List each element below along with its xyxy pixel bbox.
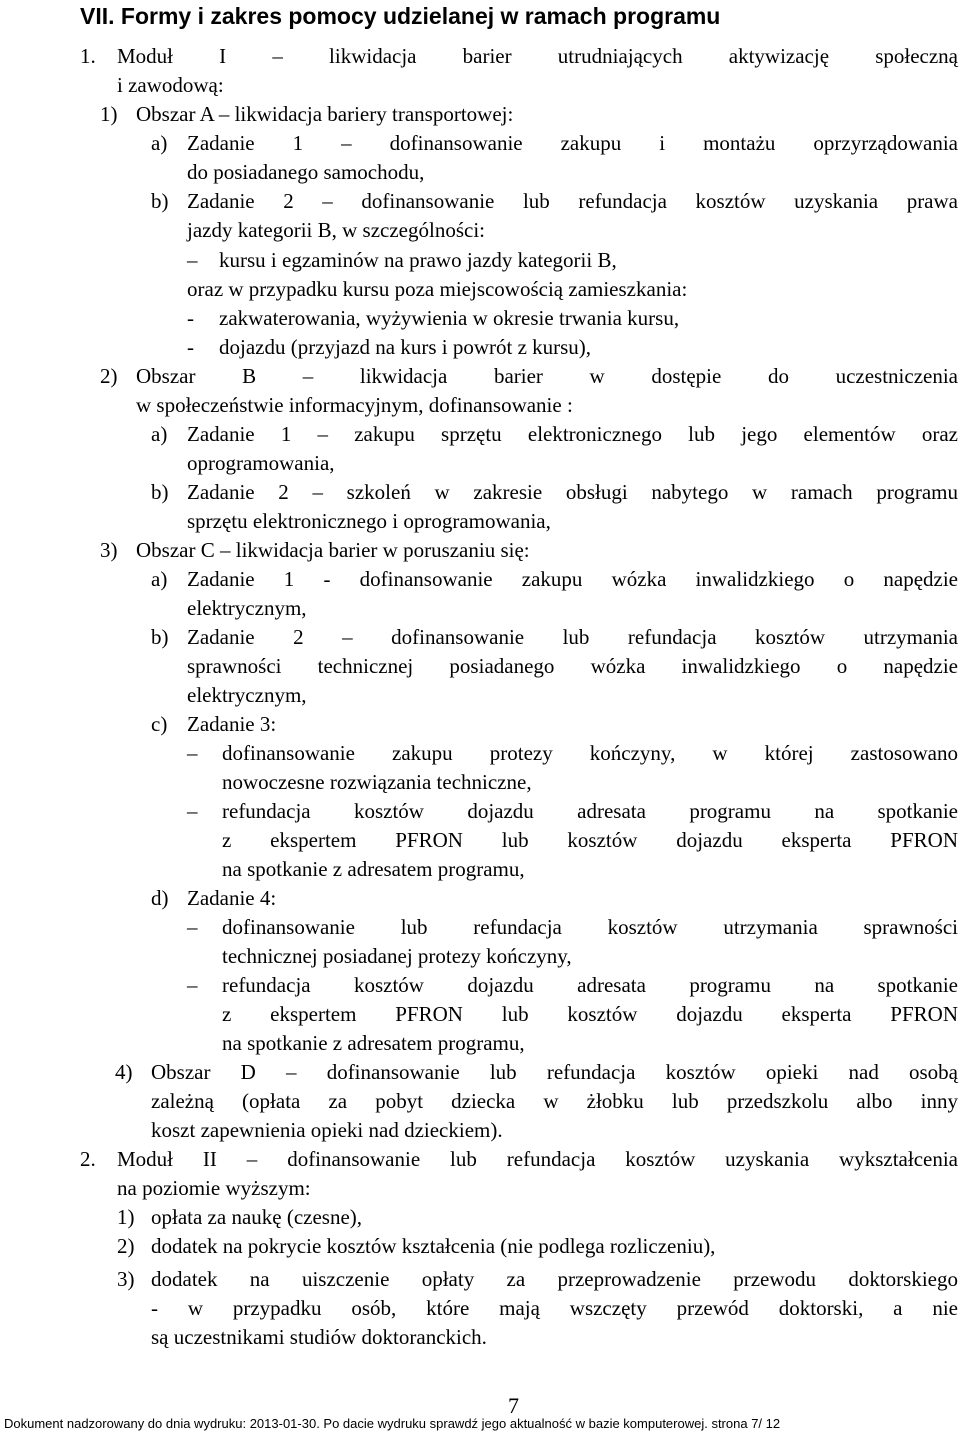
task-b2-marker: b) (151, 480, 169, 504)
item-3-text-end: są uczestnikami studiów doktoranckich. (151, 1325, 487, 1349)
module-2-title: Moduł II – dofinansowanie lub refundacja kosztów uzyskania wykształcenia (117, 1147, 958, 1171)
item-3-text-cont: - w przypadku osób, które mają wszczęty przewód doktorski, a nie (151, 1296, 958, 1320)
task-c4-bullet-1-cont: technicznej posiadanej protezy kończyny, (222, 944, 572, 968)
area-b-number: 2) (100, 364, 118, 388)
task-c3-bullet-1-cont: nowoczesne rozwiązania techniczne, (222, 770, 532, 794)
dash-bullet: – (187, 799, 198, 823)
task-a1-text: Zadanie 1 – dofinansowanie zakupu i montażu oprzyrządowania (187, 131, 958, 155)
task-b1-marker: a) (151, 422, 168, 446)
area-b-title: Obszar B – likwidacja barier w dostępie do uczestniczenia (136, 364, 958, 388)
dash-bullet: – (187, 741, 198, 765)
hyphen-bullet: - (187, 306, 194, 330)
area-c-number: 3) (100, 538, 118, 562)
area-d-title-end: koszt zapewnienia opieki nad dzieckiem). (151, 1118, 503, 1142)
task-c4-bullet-2-end: na spotkanie z adresatem programu, (222, 1031, 525, 1055)
area-a-number: 1) (100, 102, 118, 126)
module-2-number: 2. (80, 1147, 96, 1171)
sub-commute: dojazdu (przyjazd na kurs i powrót z kursu), (219, 335, 592, 359)
task-a1-marker: a) (151, 131, 168, 155)
task-a2-text: Zadanie 2 – dofinansowanie lub refundacja kosztów uzyskania prawa (187, 189, 958, 213)
item-2-number: 2) (117, 1234, 135, 1258)
item-2-text: dodatek na pokrycie kosztów kształcenia (nie podlega rozliczeniu), (151, 1234, 716, 1258)
task-c4-bullet-2: refundacja kosztów dojazdu adresata programu na spotkanie (222, 973, 958, 997)
dash-bullet: – (187, 915, 198, 939)
module-1-title-cont: i zawodową: (117, 73, 224, 97)
task-b1-text: Zadanie 1 – zakupu sprzętu elektronicznego lub jego elementów oraz (187, 422, 958, 446)
task-b2-text-cont: sprzętu elektronicznego i oprogramowania, (187, 509, 551, 533)
task-b2-text: Zadanie 2 – szkoleń w zakresie obsługi nabytego w ramach programu (187, 480, 958, 504)
item-1-number: 1) (117, 1205, 135, 1229)
task-c2-text-cont: sprawności technicznej posiadanego wózka inwalidzkiego o napędzie (187, 654, 958, 678)
area-c-title: Obszar C – likwidacja barier w poruszaniu się: (136, 538, 530, 562)
dash-bullet: – (187, 973, 198, 997)
area-d-title-cont: zależną (opłata za pobyt dziecka w żłobku lub przedszkolu albo inny (151, 1089, 958, 1113)
section-heading: VII. Formy i zakres pomocy udzielanej w ramach programu (80, 3, 721, 29)
task-a2-text-cont: jazdy kategorii B, w szczególności: (187, 218, 485, 242)
module-1-number: 1. (80, 44, 96, 68)
task-a2-marker: b) (151, 189, 169, 213)
task-c1-text-cont: elektrycznym, (187, 596, 307, 620)
task-c3-bullet-2: refundacja kosztów dojazdu adresata programu na spotkanie (222, 799, 958, 823)
task-c4-bullet-1: dofinansowanie lub refundacja kosztów utrzymania sprawności (222, 915, 958, 939)
task-c4-title: Zadanie 4: (187, 886, 277, 910)
item-3-number: 3) (117, 1267, 135, 1291)
task-c3-title: Zadanie 3: (187, 712, 277, 736)
area-b-title-cont: w społeczeństwie informacyjnym, dofinansowanie : (136, 393, 573, 417)
hyphen-bullet: - (187, 335, 194, 359)
page-number: 7 (508, 1393, 519, 1418)
task-c4-bullet-2-cont: z ekspertem PFRON lub kosztów dojazdu eksperta PFRON (222, 1002, 958, 1026)
bullet-course-exams: kursu i egzaminów na prawo jazdy kategorii B, (219, 248, 617, 272)
task-c2-text-end: elektrycznym, (187, 683, 307, 707)
task-c4-marker: d) (151, 886, 169, 910)
module-1-title: Moduł I – likwidacja barier utrudniających aktywizację społeczną (117, 44, 958, 68)
dash-bullet: – (187, 248, 198, 272)
area-d-title: Obszar D – dofinansowanie lub refundacja kosztów opieki nad osobą (151, 1060, 958, 1084)
module-2-title-cont: na poziomie wyższym: (117, 1176, 311, 1200)
task-c3-bullet-1: dofinansowanie zakupu protezy kończyny, w której zastosowano (222, 741, 958, 765)
task-c2-marker: b) (151, 625, 169, 649)
sub-accommodation: zakwaterowania, wyżywienia w okresie trwania kursu, (219, 306, 680, 330)
task-a2-note: oraz w przypadku kursu poza miejscowością zamieszkania: (187, 277, 688, 301)
footer-note: Dokument nadzorowany do dnia wydruku: 2013-01-30. Po dacie wydruku sprawdź jego aktualność w bazie komputerowej. strona 7/ 12 (4, 1416, 781, 1431)
task-c2-text: Zadanie 2 – dofinansowanie lub refundacja kosztów utrzymania (187, 625, 958, 649)
task-c3-bullet-2-cont: z ekspertem PFRON lub kosztów dojazdu eksperta PFRON (222, 828, 958, 852)
item-1-text: opłata za naukę (czesne), (151, 1205, 363, 1229)
task-a1-text-cont: do posiadanego samochodu, (187, 160, 425, 184)
task-c3-marker: c) (151, 712, 168, 736)
area-d-number: 4) (115, 1060, 133, 1084)
task-c3-bullet-2-end: na spotkanie z adresatem programu, (222, 857, 525, 881)
area-a-title: Obszar A – likwidacja bariery transportowej: (136, 102, 514, 126)
item-3-text: dodatek na uiszczenie opłaty za przeprowadzenie przewodu doktorskiego (151, 1267, 958, 1291)
task-b1-text-cont: oprogramowania, (187, 451, 335, 475)
task-c1-text: Zadanie 1 - dofinansowanie zakupu wózka inwalidzkiego o napędzie (187, 567, 958, 591)
task-c1-marker: a) (151, 567, 168, 591)
